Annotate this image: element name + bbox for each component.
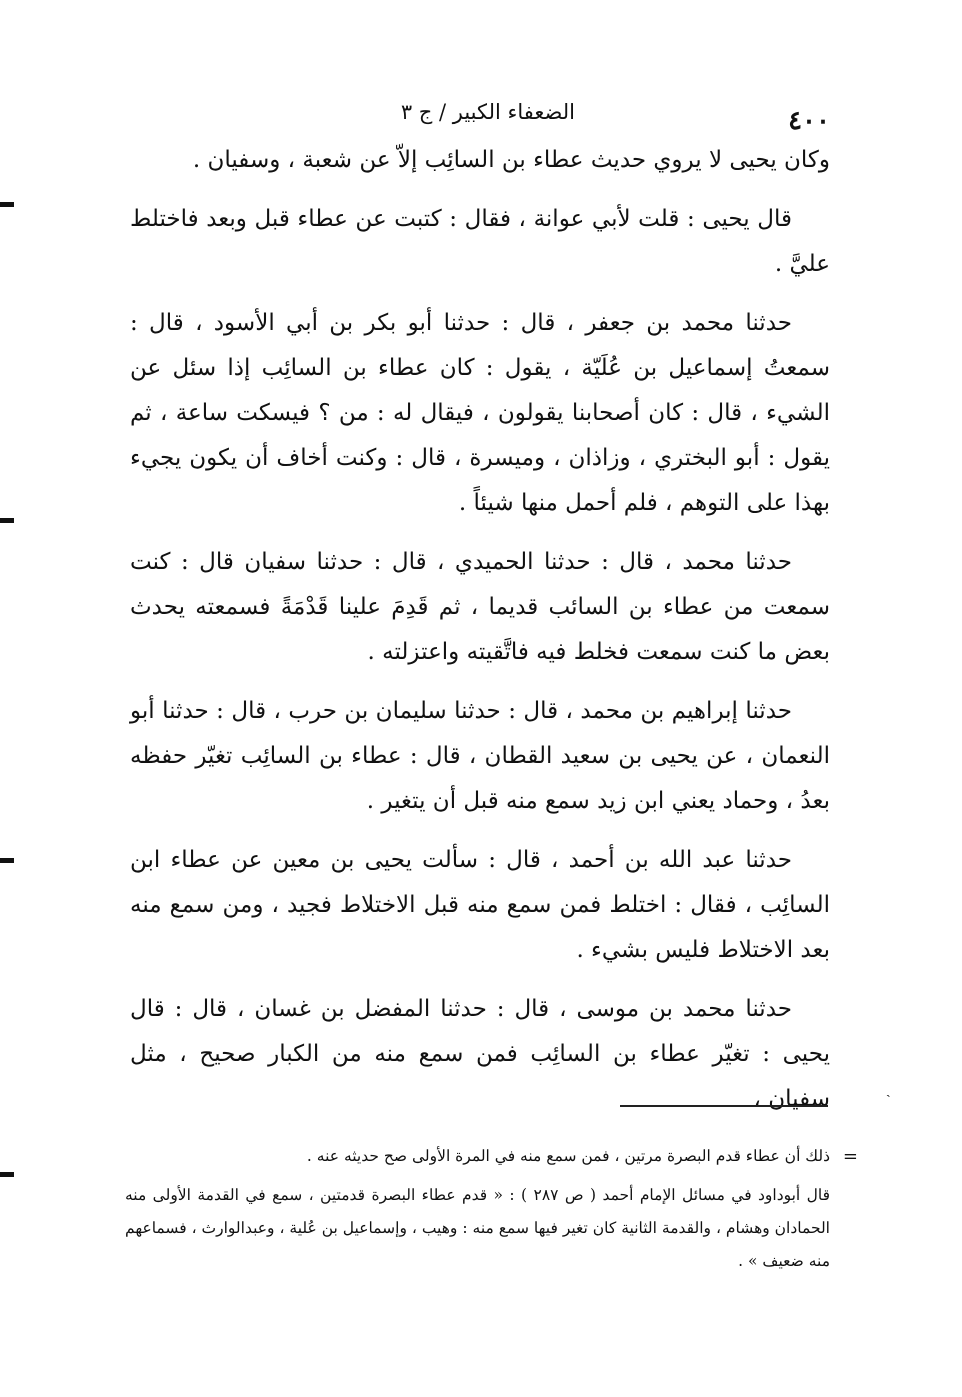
footnote-continuation-mark: =	[842, 1146, 858, 1167]
paragraph: حدثنا محمد ، قال : حدثنا الحميدي ، قال : حدثنا سفيان قال : كنت سمعت من عطاء بن السائب قديما ، ثم قَدِمَ علينا قَدْمَةً فسمعته يحدث بعض ما كنت سمعت فخلط فيه فاتَّقيته واعتزلته .	[130, 549, 830, 665]
scan-stray-mark: ˏ	[886, 1082, 891, 1098]
footnote: قال أبوداود في مسائل الإمام أحمد ( ص ٢٨٧ ) : « قدم عطاء البصرة قدمتين ، سمع في القدمة الأولى منه الحمادان وهشام ، والقدمة الثانية كان تغير فيها سمع منه : وهيب ، وإسماعيل بن عُلية ، وعبدالوارث ، فسماعهم منه ضعيف » .	[125, 1186, 831, 1270]
page-number: ٤٠٠	[788, 106, 830, 136]
paragraph: حدثنا إبراهيم بن محمد ، قال : حدثنا سليمان بن حرب ، قال : حدثنا أبو النعمان ، عن يحيى بن سعيد القطان ، قال : عطاء بن السائِب تغيّر حفظه بعدُ ، وحماد يعني ابن زيد سمع منه قبل أن يتغير .	[130, 698, 830, 814]
footnote: ذلك أن عطاء قدم البصرة مرتين ، فمن سمع منه في المرة الأولى صح حديثه عنه .	[306, 1147, 830, 1165]
paragraph: حدثنا عبد الله بن أحمد ، قال : سألت يحيى بن معين عن عطاء ابن السائِب ، فقال : اختلط فمن سمع منه قبل الاختلاط فجيد ، ومن سمع منه بعد الاختلاط فليس بشيء .	[130, 847, 830, 963]
scan-edge-mark	[0, 858, 14, 863]
page-header	[130, 100, 830, 140]
paragraph: حدثنا محمد بن موسى ، قال : حدثنا المفضل بن غسان ، قال : قال يحيى : تغيّر عطاء بن السائِب فمن سمع منه من الكبار صحيح ، مثل سفيان ،	[130, 996, 830, 1112]
footnote-separator	[620, 1105, 828, 1107]
scan-edge-mark	[0, 518, 14, 523]
footnotes	[125, 1140, 858, 1284]
scan-edge-mark	[0, 202, 14, 207]
running-title: الضعفاء الكبير / ج ٣	[400, 100, 575, 124]
scan-edge-mark	[0, 1172, 14, 1177]
paragraph: وكان يحيى لا يروي حديث عطاء بن السائِب إلاّ عن شعبة ، وسفيان .	[192, 147, 830, 173]
main-text	[130, 138, 830, 1136]
paragraph: قال يحيى : قلت لأبي عوانة ، فقال : كتبت عن عطاء قبل وبعد فاختلط عليَّ .	[130, 206, 830, 277]
paragraph: حدثنا محمد بن جعفر ، قال : حدثنا أبو بكر بن أبي الأسود ، قال : سمعتُ إسماعيل بن عُلَيّة ، يقول : كان عطاء بن السائِب إذا سئل عن الشيء ، قال : كان أصحابنا يقولون ، فيقال له : من ؟ فيسكت ساعة ، ثم يقول : أبو البختري ، وزاذان ، وميسرة ، قال : وكنت أخاف أن يكون يجيء بهذا على التوهم ، فلم أحمل منها شيئاً .	[130, 310, 830, 516]
